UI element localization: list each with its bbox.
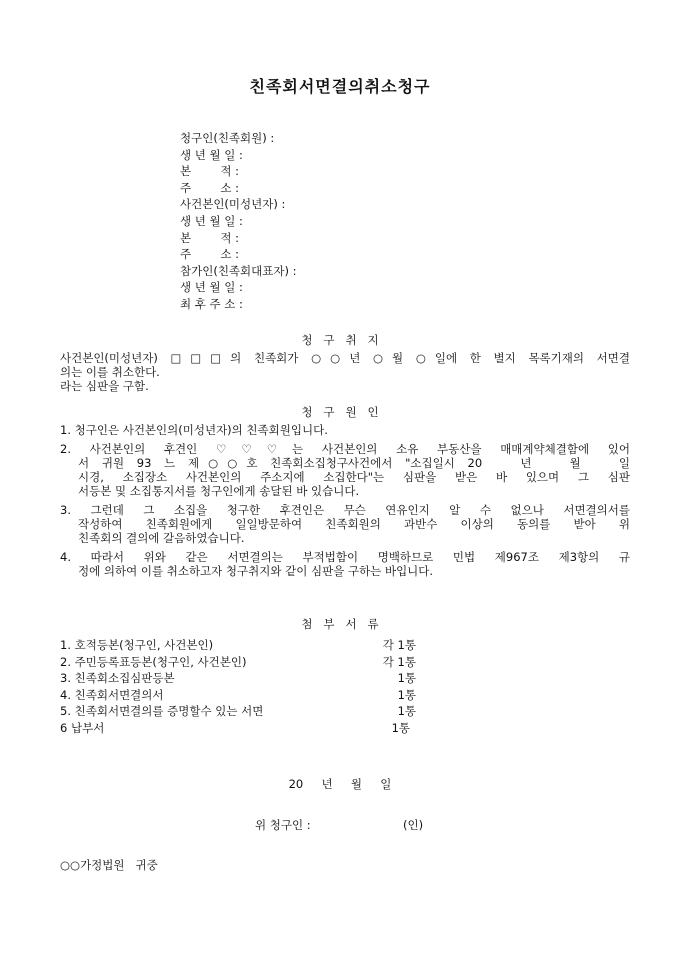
attachment-qty: 1통: [397, 704, 416, 718]
attachment-label: 4. 친족회서면결의서: [60, 687, 164, 702]
attachment-item: [60, 670, 440, 687]
participant-last-address: 최 후 주 소 :: [180, 296, 243, 311]
claimant-signature: 위 청구인 :: [255, 818, 311, 832]
principal-address: 주 소 :: [180, 247, 239, 262]
participant-birthdate: 생 년 월 일 :: [180, 280, 243, 295]
purpose-body: [60, 351, 630, 393]
grounds-item: [60, 442, 630, 498]
principal-domicile: 본 적 :: [180, 230, 239, 245]
grounds-line: 친족회의 결의에 갈음하였습니다.: [78, 531, 245, 545]
grounds-line: 정에 의하여 이를 취소하고자 청구취지와 같이 심판을 구하는 바입니다.: [78, 564, 434, 578]
grounds-line: 2. 사건본인의 후견인 ♡♡♡는 사건본인의 소유 부동산을 매매계약체결함에 있어: [60, 442, 630, 456]
principal-label: 사건본인(미성년자) :: [180, 197, 286, 212]
purpose-line: 의는 이를 취소한다.: [60, 365, 160, 379]
grounds-line: 서 귀원 93 느 제○○호 친족회소집청구사건에서 "소집일시 20 년 월 일: [78, 456, 630, 470]
party-info: [180, 130, 296, 313]
attachment-item: [60, 720, 440, 737]
attachment-qty: 각 1통: [382, 654, 416, 669]
grounds-heading: 청 구 원 인: [301, 405, 379, 419]
attachment-label: 2. 주민등록표등본(청구인, 사건본인): [60, 654, 247, 669]
grounds-line: 작성하여 친족회원에게 일일방문하여 친족회원의 과반수 이상의 동의를 받아 위: [78, 517, 630, 531]
attachment-qty: 1통: [397, 687, 416, 702]
attachment-qty: 1통: [391, 720, 410, 735]
attachment-item: [60, 637, 440, 654]
attachments-list: [60, 637, 440, 736]
participant-label: 참가인(친족회대표자) :: [180, 263, 297, 278]
attachment-item: [60, 654, 440, 671]
grounds-body: [60, 423, 630, 583]
filing-date: 20 년 월 일: [288, 777, 392, 791]
attachment-label: 6 납부서: [60, 720, 105, 735]
grounds-line: 3. 그런데 그 소집을 청구한 후견인은 무슨 연유인지 알 수 없으나 서면결의서를: [60, 503, 630, 517]
grounds-item: [60, 550, 630, 578]
purpose-line: 라는 심판을 구함.: [60, 379, 149, 393]
claimant-domicile: 본 적 :: [180, 164, 239, 179]
claimant-birthdate: 생 년 월 일 :: [180, 147, 243, 162]
document-title: 친족회서면결의취소청구: [249, 77, 431, 96]
grounds-line: 시경, 소집장소 사건본인의 주소지에 소집한다"는 심판을 받은 바 있으며 그 심판: [78, 470, 630, 484]
claimant-label: 청구인(친족회원) :: [180, 131, 275, 145]
attachments-heading: 첨 부 서 류: [301, 617, 379, 631]
attachment-qty: 1통: [397, 671, 416, 685]
attachment-qty: 각 1통: [382, 638, 416, 652]
attachment-item: [60, 687, 440, 704]
grounds-line: 서등본 및 소집통지서를 청구인에게 송달된 바 있습니다.: [78, 484, 360, 498]
grounds-item: [60, 503, 630, 545]
attachment-label: 5. 친족회서면결의를 증명할수 있는 서면: [60, 704, 264, 718]
purpose-heading: 청 구 취 지: [301, 333, 379, 347]
court-addressee: ○○가정법원 귀중: [60, 858, 158, 872]
seal-mark: (인): [403, 818, 424, 832]
grounds-line: 4. 따라서 위와 같은 서면결의는 부적법함이 명백하므로 민법 제967조 제3항의 규: [60, 550, 630, 564]
claimant-address: 주 소 :: [180, 180, 239, 195]
principal-birthdate: 생 년 월 일 :: [180, 213, 243, 228]
purpose-line: 사건본인(미성년자) □□□의 친족회가 ○○년 ○월 ○일에 한 별지 목록기재의 서면결: [60, 351, 630, 365]
attachment-item: [60, 703, 440, 720]
attachment-label: 3. 친족회소집심판등본: [60, 671, 175, 685]
grounds-line: 1. 청구인은 사건본인의(미성년자)의 친족회원입니다.: [60, 423, 328, 437]
attachment-label: 1. 호적등본(청구인, 사건본인): [60, 638, 214, 652]
grounds-item: [60, 423, 630, 437]
